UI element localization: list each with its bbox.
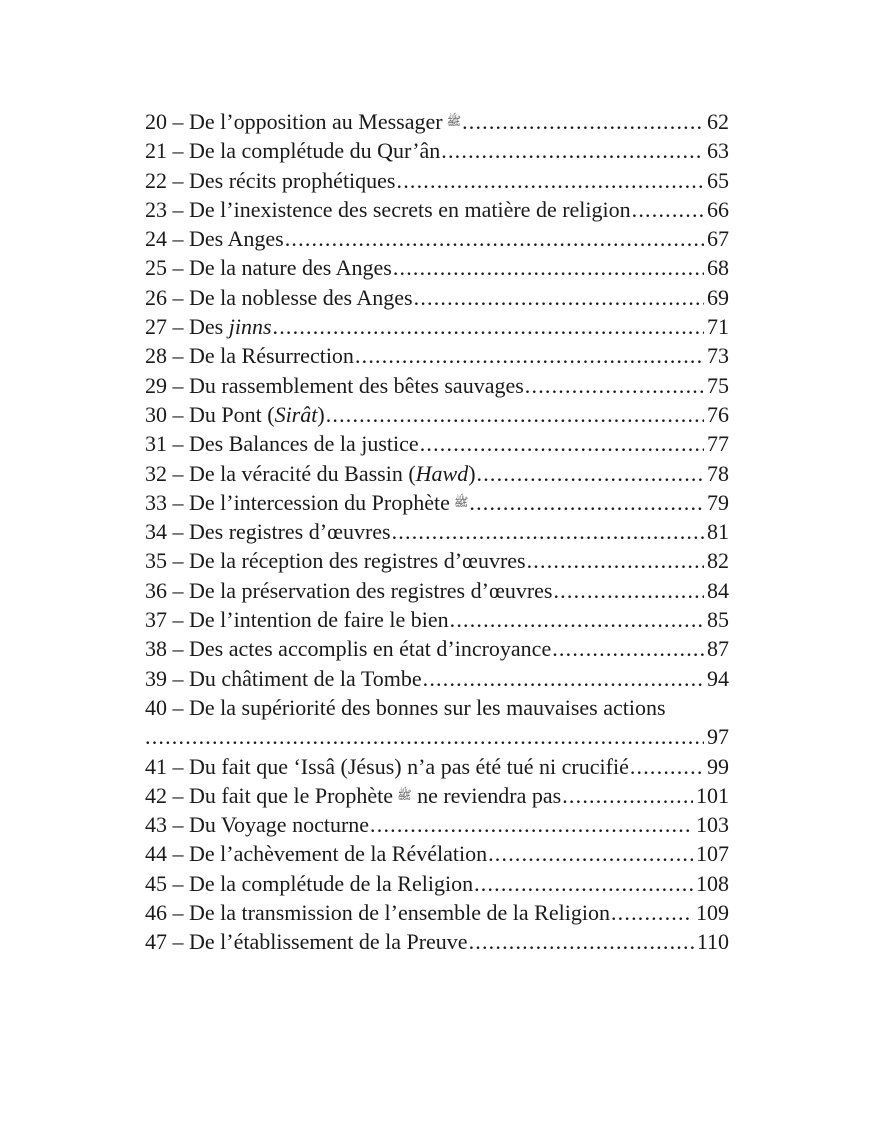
toc-entry-title	[145, 927, 468, 956]
page-number: 68	[707, 255, 729, 281]
dot-leader	[462, 107, 704, 136]
toc-entry[interactable]	[145, 664, 729, 693]
dot-leader	[553, 576, 704, 605]
dot-leader	[469, 488, 704, 517]
page-number: 67	[707, 226, 729, 252]
entry-number: 21	[145, 138, 167, 164]
page-number: 107	[696, 841, 729, 867]
entry-separator: –	[167, 636, 189, 662]
entry-number: 36	[145, 577, 167, 603]
page-number: 94	[707, 665, 729, 691]
entry-separator: –	[167, 284, 189, 310]
page-number: 66	[707, 196, 729, 222]
dot-leader	[552, 634, 704, 663]
table-of-contents	[145, 107, 729, 957]
toc-entry[interactable]	[145, 517, 729, 546]
toc-entry[interactable]	[145, 429, 729, 458]
entry-number: 39	[145, 665, 167, 691]
page-number: 108	[696, 870, 729, 896]
page-number: 79	[707, 489, 729, 515]
toc-entry[interactable]	[145, 224, 729, 253]
entry-separator: –	[167, 226, 189, 252]
toc-entry[interactable]	[145, 166, 729, 195]
entry-number: 25	[145, 255, 167, 281]
page-number: 76	[707, 401, 729, 427]
page-number: 77	[707, 431, 729, 457]
entry-number: 47	[145, 929, 167, 955]
entry-number: 45	[145, 870, 167, 896]
entry-text: Du châtiment de la Tombe	[189, 665, 422, 691]
toc-entry-title	[145, 459, 476, 488]
toc-entry[interactable]	[145, 341, 729, 370]
entry-separator: –	[167, 314, 189, 340]
dot-leader	[326, 400, 704, 429]
dot-leader	[562, 781, 693, 810]
entry-italic-term: Hawd	[415, 460, 469, 486]
entry-number: 34	[145, 519, 167, 545]
toc-entry-title	[145, 546, 526, 575]
entry-number: 40	[145, 694, 167, 720]
toc-entry[interactable]	[145, 810, 729, 839]
toc-entry-title	[145, 283, 413, 312]
toc-entry[interactable]	[145, 927, 729, 956]
toc-entry[interactable]	[145, 839, 729, 868]
entry-separator: –	[167, 401, 189, 427]
entry-number: 46	[145, 900, 167, 926]
toc-entry-title	[145, 839, 487, 868]
entry-separator: –	[167, 109, 189, 134]
entry-text: De l’intercession du Prophète	[189, 489, 450, 515]
page-number: 99	[707, 753, 729, 779]
toc-entry-title	[145, 371, 524, 400]
entry-separator: –	[167, 841, 189, 867]
toc-entry-title	[145, 136, 440, 165]
toc-entry[interactable]	[145, 722, 729, 751]
toc-entry[interactable]	[145, 371, 729, 400]
toc-entry[interactable]	[145, 195, 729, 224]
dot-leader	[145, 722, 704, 751]
dot-leader	[285, 224, 704, 253]
toc-entry-title	[145, 107, 461, 136]
entry-number: 32	[145, 460, 167, 486]
page-number: 97	[707, 724, 729, 750]
page-number: 65	[707, 167, 729, 193]
toc-entry[interactable]	[145, 459, 729, 488]
page-number: 78	[707, 460, 729, 486]
entry-separator: –	[167, 665, 189, 691]
entry-number: 26	[145, 284, 167, 310]
entry-text: Du Pont (	[189, 401, 275, 427]
entry-text: De la noblesse des Anges	[189, 284, 413, 310]
toc-entry[interactable]	[145, 546, 729, 575]
entry-text: De la véracité du Bassin (	[189, 460, 416, 486]
entry-separator: –	[167, 372, 189, 398]
toc-entry-title	[145, 195, 631, 224]
entry-number: 42	[145, 782, 167, 808]
toc-entry-title	[145, 869, 473, 898]
dot-leader	[370, 810, 693, 839]
toc-entry[interactable]	[145, 576, 729, 605]
entry-separator: –	[167, 607, 189, 633]
entry-separator: –	[167, 519, 189, 545]
entry-separator: –	[167, 138, 189, 164]
entry-separator: –	[167, 694, 189, 720]
page-number: 81	[707, 519, 729, 545]
entry-number: 33	[145, 489, 167, 515]
entry-separator: –	[167, 870, 189, 896]
dot-leader	[525, 371, 704, 400]
entry-number: 22	[145, 167, 167, 193]
entry-text: Du fait que le Prophète	[189, 782, 394, 808]
entry-number: 35	[145, 548, 167, 574]
entry-separator: –	[167, 343, 189, 369]
toc-entry-title	[145, 752, 629, 781]
entry-number: 43	[145, 812, 167, 838]
dot-leader	[414, 283, 704, 312]
entry-number: 24	[145, 226, 167, 252]
entry-text-continued: )	[468, 460, 476, 486]
dot-leader	[611, 898, 693, 927]
dot-leader	[355, 341, 704, 370]
page-number: 75	[707, 372, 729, 398]
entry-text: De la réception des registres d’œuvres	[189, 548, 526, 574]
page-number: 85	[707, 607, 729, 633]
dot-leader	[450, 605, 704, 634]
entry-number: 29	[145, 372, 167, 398]
dot-leader	[393, 253, 704, 282]
toc-entry-title	[145, 605, 449, 634]
entry-text: Du Voyage nocturne	[189, 812, 370, 838]
dot-leader	[488, 839, 693, 868]
entry-number: 20	[145, 109, 167, 134]
toc-entry-title	[145, 898, 610, 927]
entry-number: 23	[145, 196, 167, 222]
dot-leader	[477, 459, 704, 488]
page-number: 109	[696, 900, 729, 926]
entry-number: 44	[145, 841, 167, 867]
page-number: 73	[707, 343, 729, 369]
entry-text: Des Anges	[189, 226, 284, 252]
page-number: 82	[707, 548, 729, 574]
dot-leader	[397, 166, 705, 195]
entry-text: De l’intention de faire le bien	[189, 607, 449, 633]
entry-text-continued: )	[317, 401, 325, 427]
entry-text: Des récits prophétiques	[189, 167, 396, 193]
toc-entry[interactable]	[145, 283, 729, 312]
toc-entry[interactable]	[145, 634, 729, 663]
page-number: 101	[696, 782, 729, 808]
toc-entry[interactable]	[145, 312, 729, 341]
toc-entry-title	[145, 517, 391, 546]
toc-entry[interactable]	[145, 869, 729, 898]
entry-number: 27	[145, 314, 167, 340]
toc-entry-title	[145, 634, 551, 663]
entry-text: De l’achèvement de la Révélation	[189, 841, 488, 867]
entry-number: 38	[145, 636, 167, 662]
page-number: 103	[696, 812, 729, 838]
dot-leader	[423, 664, 704, 693]
entry-text: De la supériorité des bonnes sur les mauvaises actions	[189, 694, 666, 720]
toc-entry-title	[145, 253, 392, 282]
toc-entry[interactable]	[145, 488, 729, 517]
entry-text: De la complétude de la Religion	[189, 870, 474, 896]
toc-entry[interactable]	[145, 752, 729, 781]
entry-separator: –	[167, 431, 189, 457]
entry-text-continued: ne reviendra pas	[411, 782, 562, 808]
dot-leader	[420, 429, 704, 458]
toc-entry-title	[145, 429, 419, 458]
entry-separator: –	[167, 489, 189, 515]
dot-leader	[273, 312, 704, 341]
page-number: 63	[707, 138, 729, 164]
entry-text: Des registres d’œuvres	[189, 519, 391, 545]
dot-leader	[469, 927, 694, 956]
honorific-salutation-icon: ﷺ	[446, 114, 462, 128]
page-number: 87	[707, 636, 729, 662]
toc-entry-title	[145, 781, 561, 810]
entry-separator: –	[167, 196, 189, 222]
entry-text: De la complétude du Qur’ân	[189, 138, 441, 164]
entry-number: 41	[145, 753, 167, 779]
entry-number: 28	[145, 343, 167, 369]
page-number: 110	[696, 929, 729, 955]
toc-entry-title	[145, 810, 369, 839]
entry-italic-term: jinns	[228, 314, 272, 340]
entry-number: 31	[145, 431, 167, 457]
entry-text: De l’établissement de la Preuve	[189, 929, 468, 955]
toc-entry-title	[145, 576, 552, 605]
entry-text: Des Balances de la justice	[189, 431, 419, 457]
page-number: 84	[707, 577, 729, 603]
entry-separator: –	[167, 577, 189, 603]
entry-text: De la nature des Anges	[189, 255, 392, 281]
entry-text: Du rassemblement des bêtes sauvages	[189, 372, 524, 398]
dot-leader	[630, 752, 704, 781]
entry-text: Du fait que ‘Issâ (Jésus) n’a pas été tué ni crucifié	[189, 753, 629, 779]
toc-entry-title	[145, 693, 666, 722]
toc-entry[interactable]	[145, 781, 729, 810]
entry-separator: –	[167, 460, 189, 486]
entry-text: De l’inexistence des secrets en matière de religion	[189, 196, 631, 222]
toc-entry-title	[145, 224, 284, 253]
entry-separator: –	[167, 255, 189, 281]
page-number: 71	[707, 314, 729, 340]
toc-entry-title	[145, 341, 354, 370]
toc-entry[interactable]	[145, 898, 729, 927]
dot-leader	[392, 517, 704, 546]
entry-text: De la Résurrection	[189, 343, 354, 369]
toc-entry[interactable]	[145, 253, 729, 282]
toc-entry[interactable]	[145, 605, 729, 634]
entry-italic-term: Sirât	[274, 401, 318, 427]
honorific-salutation-icon: ﷺ	[397, 787, 412, 802]
toc-entry[interactable]	[145, 107, 729, 136]
toc-entry-title	[145, 312, 272, 341]
entry-separator: –	[167, 548, 189, 574]
toc-entry[interactable]	[145, 693, 729, 722]
entry-text: De l’opposition au Messager	[189, 109, 443, 134]
entry-separator: –	[167, 812, 189, 838]
entry-number: 37	[145, 607, 167, 633]
entry-text: De la transmission de l’ensemble de la Religion	[189, 900, 610, 926]
toc-entry-title	[145, 166, 396, 195]
toc-entry[interactable]	[145, 400, 729, 429]
entry-separator: –	[167, 900, 189, 926]
entry-separator: –	[167, 782, 189, 808]
toc-entry-title	[145, 400, 325, 429]
entry-text: Des	[189, 314, 229, 340]
toc-entry[interactable]	[145, 136, 729, 165]
page-number: 62	[707, 109, 729, 134]
dot-leader	[441, 136, 704, 165]
honorific-salutation-icon: ﷺ	[453, 494, 469, 509]
entry-separator: –	[167, 167, 189, 193]
toc-entry-title	[145, 488, 468, 517]
entry-separator: –	[167, 753, 189, 779]
dot-leader	[632, 195, 704, 224]
dot-leader	[527, 546, 704, 575]
entry-text: Des actes accomplis en état d’incroyance	[189, 636, 552, 662]
page-number: 69	[707, 284, 729, 310]
entry-text: De la préservation des registres d’œuvres	[189, 577, 553, 603]
toc-entry-title	[145, 664, 422, 693]
entry-separator: –	[167, 929, 189, 955]
entry-number: 30	[145, 401, 167, 427]
dot-leader	[474, 869, 693, 898]
